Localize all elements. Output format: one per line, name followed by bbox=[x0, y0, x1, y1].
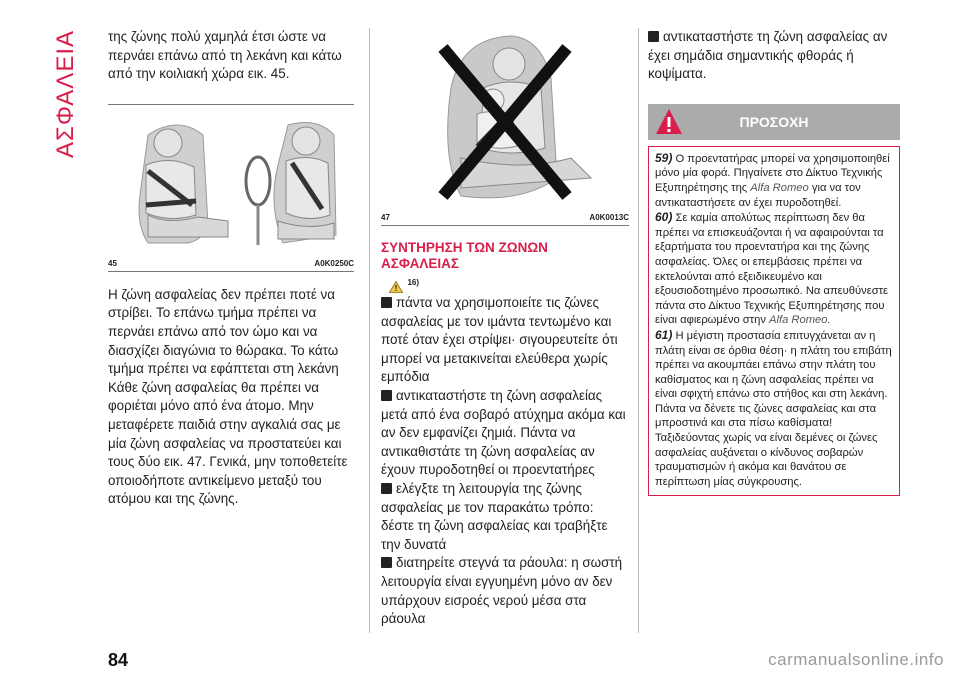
warning-item: 59) Ο προεντατήρας μπορεί να χρησιμοποιηθεί μόνο μία φορά. Πηγαίνετε στο Δίκτυο Τεχνικής Εξυπηρέτησης της Alfa Romeo για να τον αντικαταστήσετε αν έχει πυροδοτηθεί. bbox=[655, 150, 890, 209]
bullet-item: αντικαταστήστε τη ζώνη ασφαλείας αν έχει σημάδια σημαντικής φθοράς ή κοψίματα. bbox=[648, 29, 888, 82]
figure-number: 45 bbox=[108, 258, 117, 268]
figure-caption bbox=[381, 213, 629, 222]
column-2 bbox=[381, 28, 629, 629]
column-3 bbox=[648, 28, 900, 496]
figure-code: A0K0250C bbox=[314, 258, 354, 268]
paragraph-intro: της ζώνης πολύ χαμηλά έτσι ώστε να περνάει επάνω από τη λεκάνη και κάτω από την κοιλιακή χώρα εικ. 45. bbox=[108, 29, 342, 82]
seatbelt-illustration bbox=[108, 105, 354, 255]
warning-box bbox=[648, 146, 900, 497]
checkbox-bullet-icon bbox=[648, 31, 659, 42]
figure-code: A0K0013C bbox=[589, 213, 629, 222]
column-1 bbox=[108, 28, 354, 509]
warning-triangle-icon bbox=[389, 281, 403, 293]
warning-triangle-icon bbox=[654, 107, 684, 137]
figure-47 bbox=[381, 28, 629, 226]
paragraph-belt-usage: Η ζώνη ασφαλείας δεν πρέπει ποτέ να στρίβει. Το επάνω τμήμα πρέπει να περνάει επάνω από τον ώμο και να διασχίζει διαγώνια το θώρακα. Το κάτω τμήμα πρέπει να εφάπτεται στη λεκάνη Κάθε ζώνη ασφαλείας θα πρέπει να φοριέται μόνο από ένα άτομο. Μην μεταφέρετε παιδιά στην αγκαλιά σας με μία ζώνη ασφαλείας να προστατεύει και τους δύο εικ. 47. Γενικά, μην τοποθετείτε οποιοδήποτε αντικείμενο μεταξύ του ατόμου και της ζώνης. bbox=[108, 286, 348, 507]
checkbox-bullet-icon bbox=[381, 557, 392, 568]
child-on-lap-prohibited-illustration bbox=[381, 28, 629, 208]
figure-caption bbox=[108, 259, 354, 268]
bullet-item: διατηρείτε στεγνά τα ράουλα: η σωστή λειτουργία είναι εγγυημένη μόνο αν δεν υπάρχουν εισροές νερού μέσα στα ράουλα bbox=[381, 555, 623, 627]
checkbox-bullet-icon bbox=[381, 297, 392, 308]
watermark: carmanualsonline.info bbox=[768, 650, 944, 669]
section-title: ΑΣΦΑΛΕΙΑ bbox=[52, 29, 79, 158]
bullet-item: ελέγξτε τη λειτουργία της ζώνης ασφαλείας με τον παρακάτω τρόπο: δέστε τη ζώνη ασφαλείας και τραβήξτε την δυνατά bbox=[381, 480, 608, 552]
column-divider bbox=[369, 28, 370, 633]
reference-marker: ! $^{16)}$ bbox=[389, 278, 629, 294]
checkbox-bullet-icon bbox=[381, 483, 392, 494]
warning-title: ΠΡΟΣΟΧΗ bbox=[739, 113, 809, 130]
figure-number: 47 bbox=[381, 213, 390, 222]
page-number: 84 bbox=[108, 650, 129, 670]
warning-item: 60) Σε καμία απολύτως περίπτωση δεν θα πρέπει να επισκευάζονται ή να αφαιρούνται τα εξαρτήματα του προεντατήρα και της ζώνης ασφαλείας. Όλες οι επεμβάσεις πρέπει να εκτελούνται από εξειδικευμένο και εξουσιοδοτημένο προσωπικό. Να απευθύνεστε πάντα στο Δίκτυο Τεχνικής Εξυπηρέτησης που είναι αφιερωμένο στην Alfa Romeo. bbox=[655, 210, 889, 327]
figure-45 bbox=[108, 104, 354, 272]
checkbox-bullet-icon bbox=[381, 390, 392, 401]
bullet-item: πάντα να χρησιμοποιείτε τις ζώνες ασφαλείας με τον ιμάντα τεντωμένο και ποτέ όταν έχει στρίψει· σιγουρευτείτε ότι μπορεί να μετακινείται ελεύθερα χωρίς εμπόδια bbox=[381, 295, 618, 385]
column-divider bbox=[638, 28, 639, 633]
section-heading: ΣΥΝΤΗΡΗΣΗ ΤΩΝ ΖΩΝΩΝ ΑΣΦΑΛΕΙΑΣ bbox=[381, 240, 548, 271]
warning-item: 61) Η μέγιστη προστασία επιτυγχάνεται αν η πλάτη είναι σε όρθια θέση· η πλάτη του επιβάτη πρέπει να ακουμπάει επάνω στην πλάτη του καθίσματος και η ζώνη ασφαλείας πρέπει να είναι σφιχτή επάνω στο στήθος και στη λεκάνη. Πάντα να δένετε τις ζώνες ασφαλείας και στα μπροστινά και στα πίσω καθίσματα! Ταξιδεύοντας χωρίς να είναι δεμένες οι ζώνες ασφαλείας αυξάνεται ο κίνδυνος σοβαρών τραυματισμών ή ακόμα και θανάτου σε περίπτωση μίας σύγκρουσης. bbox=[655, 327, 892, 488]
bullet-item: αντικαταστήστε τη ζώνη ασφαλείας μετά από ένα σοβαρό ατύχημα ακόμα και αν δεν εμφανίζει ζημιά. Πάντα να αντικαθιστάτε τη ζώνη ασφαλείας αν έχουν πυροδοτηθεί οι προεντατήρες bbox=[381, 387, 626, 478]
svg-text:!: ! bbox=[394, 284, 398, 294]
warning-header bbox=[648, 104, 900, 140]
